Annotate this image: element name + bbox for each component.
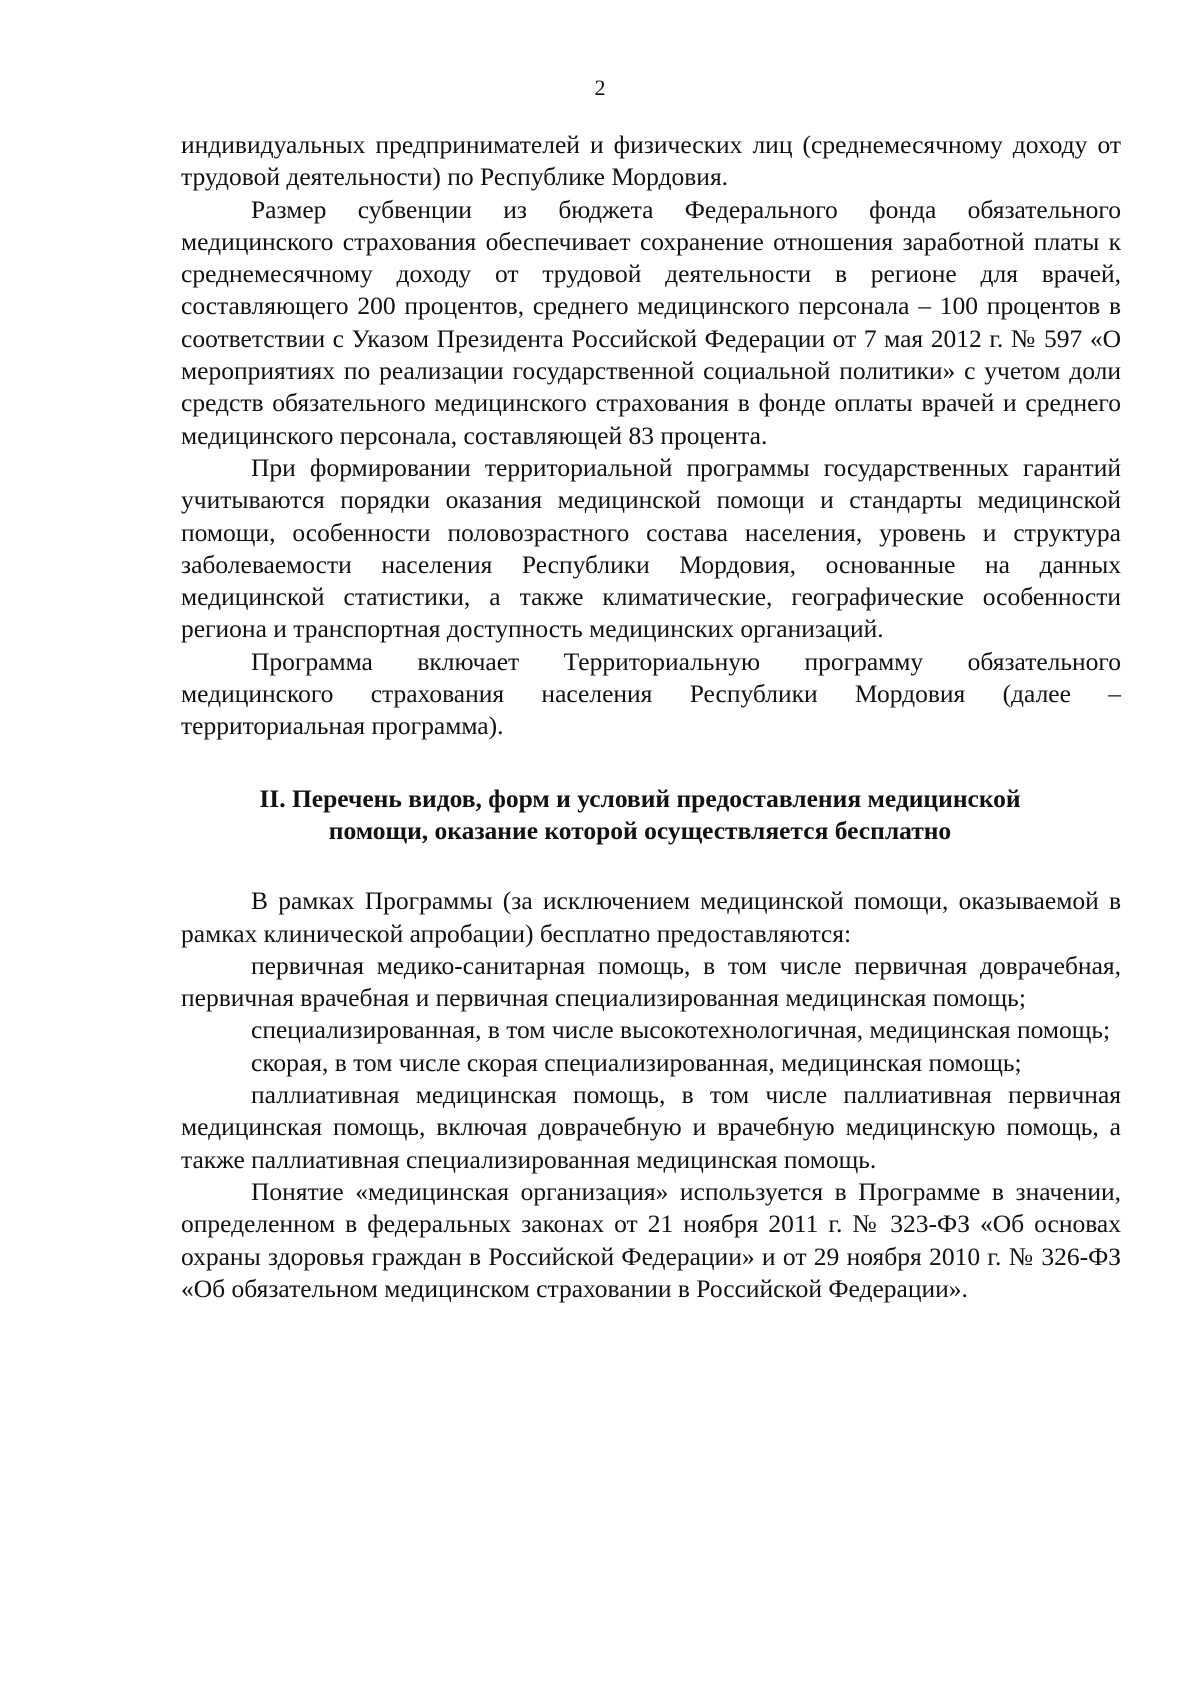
list-item-emergency-care: скорая, в том числе скорая специализированная, медицинская помощь; [251, 1047, 1022, 1077]
list-item-specialized-care: специализированная, в том числе высокотехнологичная, медицинская помощь; [251, 1015, 1111, 1045]
paragraph-continuation: индивидуальных предпринимателей и физических лиц (среднемесячному доходу от трудовой деятельности) по Республике Мордовия. [181, 130, 1121, 192]
section-heading [181, 783, 1121, 848]
paragraph-subvention-size: Размер субвенции из бюджета Федерального фонда обязательного медицинского страхования обеспечивает сохранение отношения заработной платы к среднемесячному доходу от трудовой деятельности в регионе для врачей, составляющего 200 процентов, среднего медицинского персонала – 100 процентов в соответствии с Указом Президента Российской Федерации от 7 мая 2012 г. № 597 «О мероприятиях по реализации государственной социальной политики» с учетом доли средств обязательного медицинского страхования в фонде оплаты врачей и среднего медицинского персонала, составляющей 83 процента. [181, 194, 1121, 450]
page-number: 2 [594, 75, 606, 100]
document-body [181, 129, 1121, 1305]
section-heading-line-1: II. Перечень видов, форм и условий предоставления медицинской [259, 783, 1021, 813]
list-item-palliative-care: паллиативная медицинская помощь, в том числе паллиативная первичная медицинская помощь, включая доврачебную и врачебную медицинскую помощь, а также паллиативная специализированная медицинская помощь. [181, 1080, 1121, 1174]
paragraph-free-services-intro: В рамках Программы (за исключением медицинской помощи, оказываемой в рамках клинической апробации) бесплатно предоставляются: [181, 886, 1121, 948]
list-item-primary-care: первичная медико-санитарная помощь, в том числе первичная доврачебная, первичная врачебная и первичная специализированная медицинская помощь; [181, 950, 1121, 1013]
paragraph-medical-organization-definition: Понятие «медицинская организация» используется в Программе в значении, определенном в федеральных законах от 21 ноября 2011 г. № 323-ФЗ «Об основах охраны здоровья граждан в Российской Федерации» и от 29 ноября 2010 г. № 326-ФЗ «Об обязательном медицинском страховании в Российской Федерации». [181, 1176, 1121, 1303]
paragraph-program-formation: При формировании территориальной программы государственных гарантий учитываются порядки оказания медицинской помощи и стандарты медицинской помощи, особенности половозрастного состава населения, уровень и структура заболеваемости населения Республики Мордовия, основанные на данных медицинской статистики, а также климатические, географические особенности региона и транспортная доступность медицинских организаций. [181, 452, 1121, 644]
section-heading-line-2: помощи, оказание которой осуществляется бесплатно [328, 815, 952, 845]
paragraph-program-includes: Программа включает Территориальную программу обязательного медицинского страхования населения Республики Мордовия (далее – территориальная программа). [181, 646, 1121, 741]
